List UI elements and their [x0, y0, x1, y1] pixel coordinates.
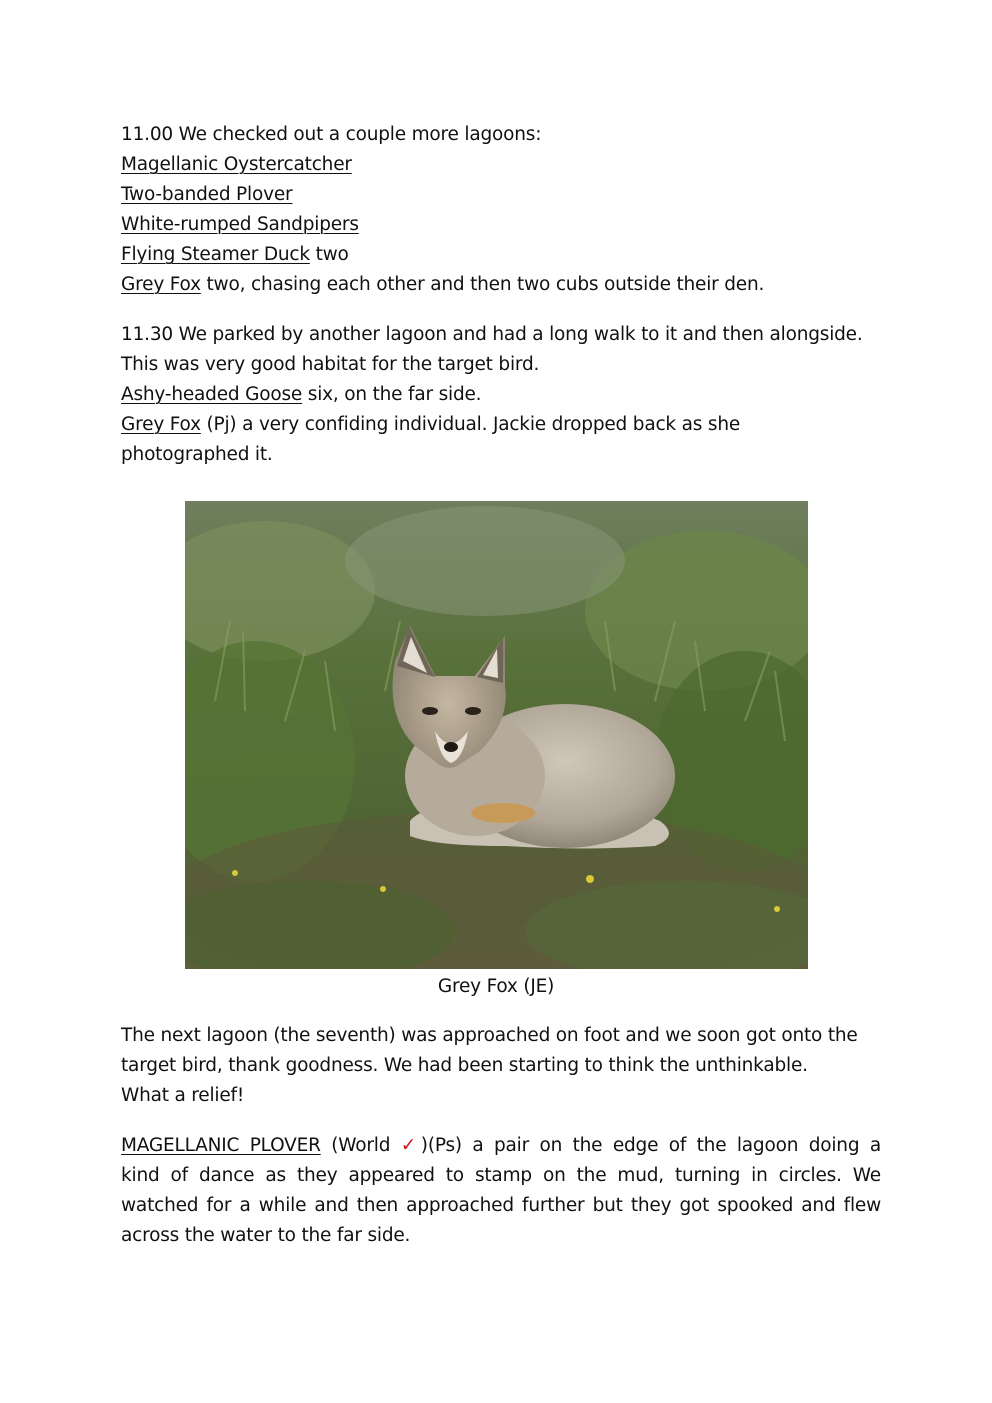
grey-fox-photo — [185, 501, 808, 969]
grey-fox-illustration — [185, 501, 808, 969]
species-line — [121, 150, 881, 180]
paragraph-line: photographed it. — [121, 444, 273, 465]
paragraph-line: target bird, thank goodness. We had been starting to think the unthinkable. — [121, 1055, 808, 1076]
paragraph-line: watched for a while and then approached further but they got spooked and flew — [121, 1195, 881, 1216]
species-name: Grey Fox — [121, 274, 201, 295]
species-line — [121, 180, 881, 210]
paragraph-line: 11.30 We parked by another lagoon and had a long walk to it and then alongside. — [121, 324, 863, 345]
paragraph-line: across the water to the far side. — [121, 1225, 411, 1246]
species-note: )(Ps) a pair on the edge of the lagoon doing a — [420, 1135, 881, 1156]
species-name: Flying Steamer Duck — [121, 244, 310, 265]
checkmark-icon: ✓ — [400, 1135, 421, 1156]
parked-lagoon-section — [121, 320, 881, 470]
species-note: (Pj) a very confiding individual. Jackie dropped back as she — [200, 414, 741, 435]
photo-caption: Grey Fox (JE) — [437, 976, 555, 997]
paragraph-line: What a relief! — [121, 1085, 245, 1106]
species-line — [121, 240, 881, 270]
paragraph-line: kind of dance as they appeared to stamp on the mud, turning in circles. We — [121, 1165, 881, 1186]
paragraph-line: The next lagoon (the seventh) was approached on foot and we soon got onto the — [121, 1025, 858, 1046]
intro-line: 11.00 We checked out a couple more lagoons: — [121, 124, 542, 145]
species-name: Two-banded Plover — [121, 184, 293, 205]
species-name: White-rumped Sandpipers — [121, 214, 359, 235]
species-line — [121, 270, 881, 300]
paragraph-line — [121, 1131, 881, 1161]
world-label: (World — [320, 1135, 401, 1156]
magellanic-plover-section — [121, 1131, 881, 1251]
species-name: MAGELLANIC PLOVER — [121, 1135, 321, 1156]
species-name: Magellanic Oystercatcher — [121, 154, 352, 175]
species-note: two, chasing each other and then two cubs outside their den. — [200, 274, 765, 295]
species-line — [121, 210, 881, 240]
species-name: Ashy-headed Goose — [121, 384, 303, 405]
species-name: Grey Fox — [121, 414, 201, 435]
seventh-lagoon-section — [121, 1021, 881, 1111]
paragraph-line: This was very good habitat for the target bird. — [121, 354, 540, 375]
species-note: two — [309, 244, 349, 265]
lagoons-section — [121, 120, 881, 300]
species-note: six, on the far side. — [302, 384, 482, 405]
species-line — [121, 380, 881, 410]
species-line — [121, 410, 881, 440]
